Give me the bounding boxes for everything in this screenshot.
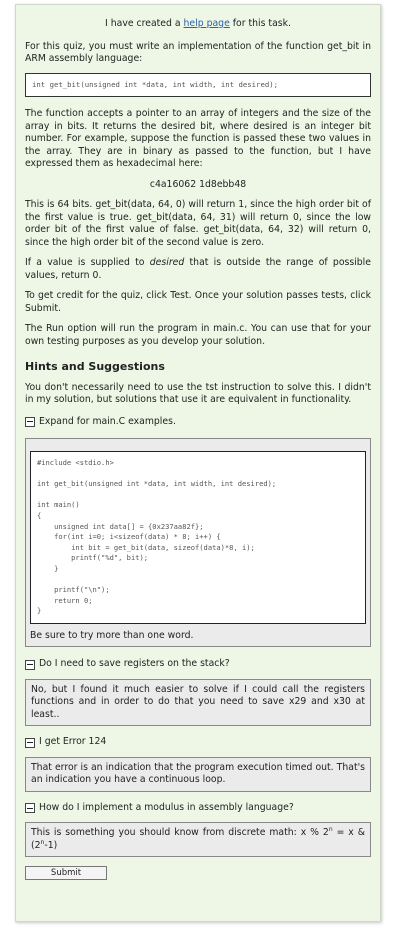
collapse-minus-icon[interactable] bbox=[25, 417, 35, 427]
range-em: desired bbox=[149, 257, 185, 268]
description-paragraph: The function accepts a pointer to an array of integers and the size of the array in bits. It returns the desired bit, where desired is an integer bit number. For example, suppose the function is passed these two values in the array. They are in binary as passed to the function, but I have expressed them as hexadecimal here: bbox=[25, 108, 371, 169]
range-after: that is outside the range of possible values, return 0. bbox=[25, 257, 371, 281]
modulus-text-3: -1) bbox=[44, 839, 58, 851]
faq-registers-question: Do I need to save registers on the stack? bbox=[39, 658, 230, 670]
range-paragraph bbox=[25, 257, 371, 282]
modulus-sup-2: n bbox=[40, 838, 45, 846]
faq-registers-toggle[interactable] bbox=[25, 658, 371, 671]
collapse-minus-icon[interactable] bbox=[25, 803, 35, 813]
range-before: If a value is supplied to bbox=[25, 257, 150, 268]
intro-text bbox=[25, 18, 371, 31]
faq-modulus-toggle[interactable] bbox=[25, 802, 371, 815]
intro-after: for this task. bbox=[229, 18, 291, 29]
collapse-minus-icon[interactable] bbox=[25, 660, 35, 670]
faq-modulus-answer bbox=[25, 822, 371, 857]
help-page-link[interactable]: help page bbox=[183, 18, 230, 29]
intro-before: I have created a bbox=[105, 18, 184, 29]
main-examples-label: Expand for main.C examples. bbox=[39, 415, 176, 427]
quiz-panel bbox=[15, 4, 381, 922]
main-code: #include <stdio.h> int get_bit(unsigned int *data, int width, int desired); int main() { unsigned int data[] = {0x237aa82f}; for(int i=0; i<sizeof(data) * 8; i++) { int bit = get_bit(data, sizeof(data)*8, i); printf("%d", bit); } printf("\n"); return 0; } bbox=[30, 451, 366, 624]
faq-error-answer: That error is an indication that the program execution timed out. That's an indication you have a continuous loop. bbox=[25, 757, 371, 792]
function-signature: int get_bit(unsigned int *data, int width, int desired); bbox=[25, 73, 371, 98]
submit-button[interactable]: Submit bbox=[25, 866, 107, 880]
hints-paragraph: You don't necessarily need to use the tst instruction to solve this. I didn't in my solution, but solutions that use it are equivalent in functionality. bbox=[25, 381, 371, 405]
modulus-text-2: = x & (2 bbox=[31, 827, 365, 851]
main-examples-panel bbox=[25, 438, 371, 647]
instructions-paragraph: For this quiz, you must write an implementation of the function get_bit in ARM assembly language: bbox=[25, 40, 371, 64]
example-paragraph: This is 64 bits. get_bit(data, 64, 0) will return 1, since the high order bit of the first value is true. get_bit(data, 64, 31) will return 0, since the low order bit of the first value of false. get_bit(data, 64, 32) will return 0, since the high order bit of the second value is zero. bbox=[25, 199, 371, 248]
faq-modulus-question: How do I implement a modulus in assembly language? bbox=[39, 801, 294, 813]
faq-error-question: I get Error 124 bbox=[39, 736, 107, 748]
credit-paragraph: To get credit for the quiz, click Test. Once your solution passes tests, click Submit. bbox=[25, 290, 371, 314]
main-examples-toggle[interactable] bbox=[25, 416, 371, 429]
hex-values: c4a16062 1d8ebb48 bbox=[149, 178, 247, 190]
collapse-minus-icon[interactable] bbox=[25, 738, 35, 748]
faq-registers-answer: No, but I found it much easier to solve if I could call the registers functions and in order to do that you need to save x29 and x30 at least.. bbox=[25, 679, 371, 727]
modulus-text-1: This is something you should know from discrete math: x % 2 bbox=[31, 827, 329, 839]
main-note: Be sure to try more than one word. bbox=[30, 629, 194, 641]
modulus-sup-1: n bbox=[328, 826, 333, 834]
hints-heading: Hints and Suggestions bbox=[25, 360, 165, 373]
faq-error-toggle[interactable] bbox=[25, 736, 371, 749]
run-paragraph: The Run option will run the program in main.c. You can use that for your own testing purposes as you develop your solution. bbox=[25, 323, 371, 347]
